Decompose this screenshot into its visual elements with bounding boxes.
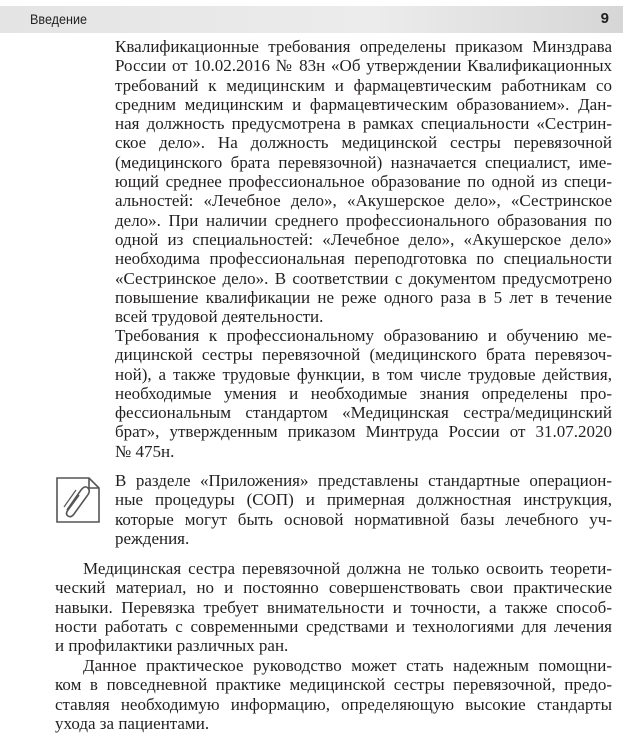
text-line: России от 10.02.2016 № 83н «Об утверждении Квалификационных	[115, 56, 612, 76]
text-line: дело». При наличии среднего профессионального образования по	[115, 210, 612, 230]
text-line: ющий среднее профессиональное образование по одной из специ-	[115, 172, 612, 192]
text-line: необходима профессиональная переподготовка по специальности	[115, 249, 612, 269]
text-line: повышение квалификации не реже одного раза в 5 лет в течение	[115, 287, 612, 307]
note-appendices	[115, 471, 612, 548]
text-line: Данное практическое руководство может стать надежным помощни-	[83, 656, 612, 675]
text-line: Квалификационные требования определены приказом Минздрава	[115, 37, 612, 56]
text-line: В разделе «Приложения» представлены стандартные операцион-	[115, 471, 612, 490]
text-line: фессиональным стандартом «Медицинская сестра/медицинский	[115, 403, 612, 423]
text-line: средним медицинским и фармацевтическим образованием». Дан-	[115, 94, 612, 114]
text-line: (медицинского брата перевязочной) назначается специалист, име-	[115, 152, 612, 172]
text-line: ной), а также трудовые функции, в том числе трудовые действия,	[115, 364, 612, 384]
text-line: требований к медицинским и фармацевтическим работникам со	[115, 75, 612, 95]
text-line: ставляя необходимую информацию, определяющую высокие стандарты	[55, 694, 612, 714]
text-line: Требования к профессиональному образованию и обучению ме-	[115, 326, 612, 345]
text-line: Медицинская сестра перевязочной должна не только освоить теорети-	[83, 559, 612, 578]
text-line: брат», утвержденным приказом Минтруда России от 31.07.2020	[115, 422, 612, 442]
paragraph-professional-standard	[115, 326, 612, 461]
text-line: реждения.	[115, 528, 190, 548]
text-line: № 475н.	[115, 441, 175, 461]
text-line: которые могут быть основой нормативной базы лечебного уч-	[115, 509, 612, 529]
text-line: ные процедуры (СОП) и примерная должностная инструкция,	[115, 490, 612, 510]
section-title: Введение	[30, 11, 88, 27]
text-line: ная должность предусмотрена в рамках специальности «Сестрин-	[115, 114, 612, 134]
paragraph-guide-purpose	[55, 656, 612, 733]
text-line: ское дело». На должность медицинской сестры перевязочной	[115, 133, 612, 153]
text-line: альностей: «Лечебное дело», «Акушерское дело», «Сестринское	[115, 191, 612, 211]
text-line: одной из специальностей: «Лечебное дело», «Акушерское дело»	[115, 229, 612, 249]
text-line: необходимые умения и необходимые знания определены про-	[115, 383, 612, 403]
text-line: и профилактики различных ран.	[55, 636, 289, 656]
paragraph-qualification-requirements	[115, 37, 612, 326]
text-line: ухода за пациентами.	[55, 713, 210, 733]
note-paperclip-icon	[55, 476, 101, 524]
text-line: всей трудовой деятельности.	[115, 307, 324, 327]
text-line: ческий материал, но и постоянно совершенствовать свои практические	[55, 578, 612, 598]
text-line: ности работать с современными средствами и технологиями для лечения	[55, 616, 612, 636]
running-header	[0, 6, 623, 33]
text-line: ком в повседневной практике медицинской сестры перевязочной, предо-	[55, 675, 612, 695]
page-number: 9	[600, 10, 609, 27]
text-line: «Сестринское дело». В соответствии с документом предусмотрено	[115, 268, 612, 288]
text-line: дицинской сестры перевязочной (медицинского брата перевязоч-	[115, 345, 612, 365]
paragraph-nurse-skills	[55, 559, 612, 655]
text-line: навыки. Перевязка требует внимательности и точности, а также способ-	[55, 597, 612, 617]
